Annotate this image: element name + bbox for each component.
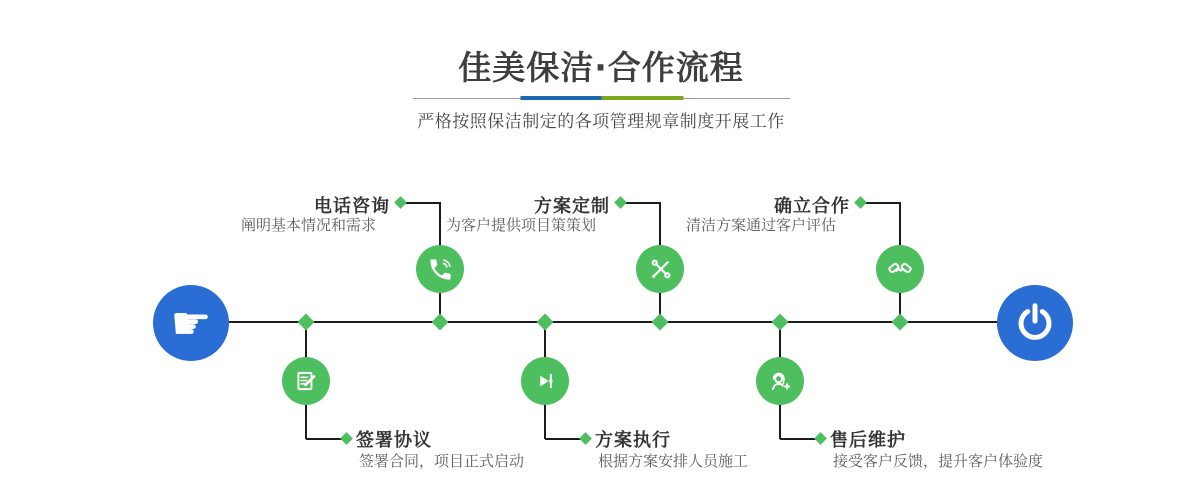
step-node-aftersale bbox=[756, 357, 804, 405]
contract-sign-icon bbox=[293, 368, 319, 394]
step-desc-phone: 阐明基本情况和需求 bbox=[240, 216, 376, 234]
label-diamond-contract bbox=[340, 432, 353, 445]
handshake-icon bbox=[886, 255, 914, 283]
label-diamond-aftersale bbox=[814, 432, 827, 445]
label-diamond-phone bbox=[394, 196, 407, 209]
step-node-design bbox=[636, 245, 684, 293]
start-node bbox=[153, 285, 229, 361]
design-tools-icon bbox=[647, 256, 674, 283]
divider-green-segment bbox=[602, 96, 684, 100]
divider-blue-segment bbox=[520, 96, 602, 100]
step-desc-contract: 签署合同，项目正式启动 bbox=[359, 452, 525, 470]
junction-diamond-design bbox=[652, 314, 669, 331]
junction-diamond-aftersale bbox=[772, 314, 789, 331]
step-desc-aftersale: 接受客户反馈，提升客户体验度 bbox=[833, 452, 1044, 470]
junction-diamond-phone bbox=[432, 314, 449, 331]
step-title-phone: 电话咨询 bbox=[314, 196, 390, 217]
step-desc-execute: 根据方案安排人员施工 bbox=[598, 452, 749, 470]
step-desc-handshake: 清洁方案通过客户评估 bbox=[685, 216, 836, 234]
step-title-contract: 签署协议 bbox=[356, 430, 432, 451]
step-title-design: 方案定制 bbox=[534, 196, 610, 217]
page-subtitle: 严格按照保洁制定的各项管理规章制度开展工作 bbox=[417, 112, 785, 132]
power-icon bbox=[1012, 300, 1058, 346]
step-title-execute: 方案执行 bbox=[595, 430, 671, 451]
junction-diamond-contract bbox=[298, 314, 315, 331]
hand-pointing-right-icon: ☛ bbox=[170, 296, 212, 350]
end-node bbox=[997, 285, 1073, 361]
step-node-handshake bbox=[876, 245, 924, 293]
junction-diamond-handshake bbox=[892, 314, 909, 331]
timeline-main-line bbox=[229, 321, 997, 323]
label-diamond-execute bbox=[579, 432, 592, 445]
label-diamond-handshake bbox=[854, 196, 867, 209]
step-title-handshake: 确立合作 bbox=[774, 196, 850, 217]
title-divider bbox=[413, 96, 790, 101]
step-node-contract bbox=[282, 357, 330, 405]
page-title: 佳美保洁·合作流程 bbox=[458, 48, 744, 87]
junction-diamond-execute bbox=[537, 314, 554, 331]
step-desc-design: 为客户提供项目策策划 bbox=[445, 216, 596, 234]
step-title-aftersale: 售后维护 bbox=[830, 430, 906, 451]
step-node-phone bbox=[416, 245, 464, 293]
phone-icon bbox=[427, 256, 454, 283]
headset-plus-icon bbox=[767, 368, 794, 395]
label-diamond-design bbox=[614, 196, 627, 209]
play-execute-icon bbox=[532, 368, 558, 394]
divider-color-bar bbox=[520, 96, 683, 100]
step-node-execute bbox=[521, 357, 569, 405]
